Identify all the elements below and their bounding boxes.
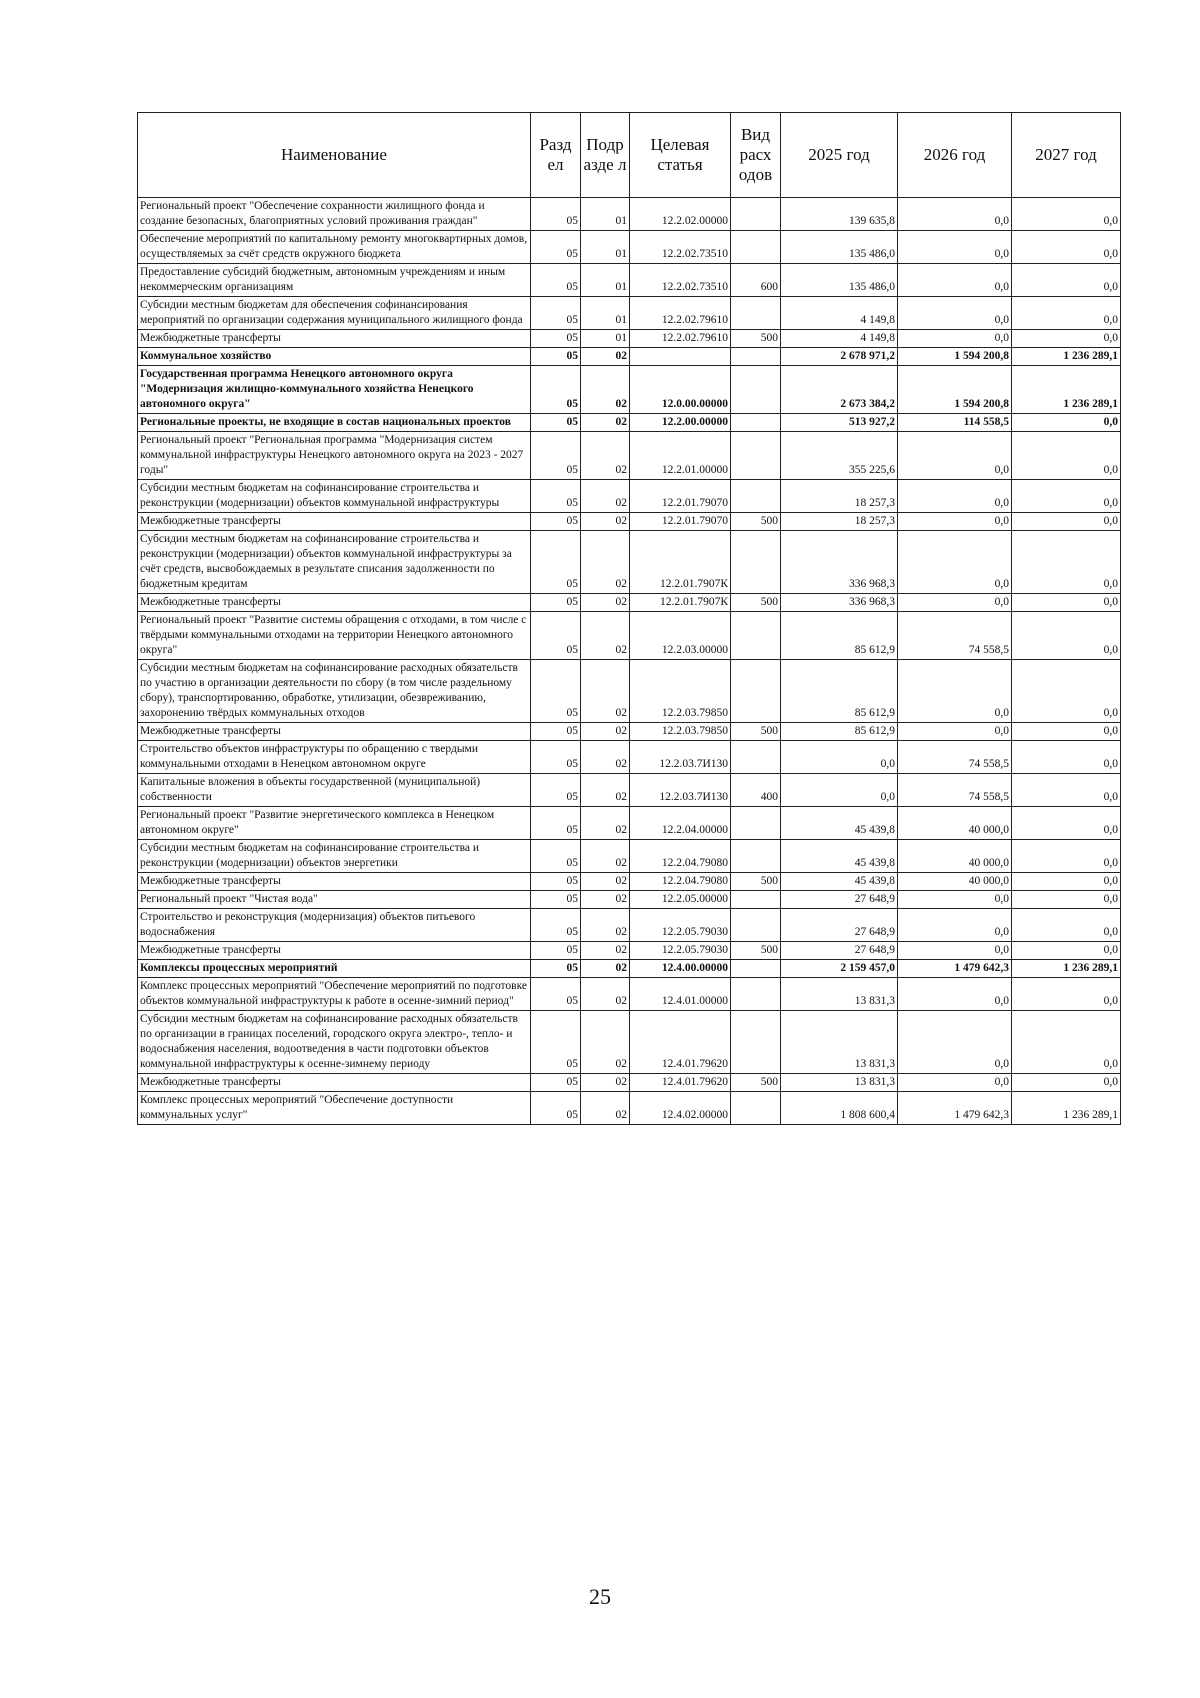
- cell-razdel: 05: [531, 531, 581, 594]
- table-row: [138, 660, 1121, 723]
- cell-podrazdel: 02: [581, 612, 630, 660]
- table-row: [138, 741, 1121, 774]
- cell-podrazdel: 02: [581, 531, 630, 594]
- cell-2025: 135 486,0: [781, 264, 898, 297]
- cell-2027: 0,0: [1012, 264, 1121, 297]
- table-row: [138, 774, 1121, 807]
- cell-razdel: 05: [531, 594, 581, 612]
- cell-target: 12.2.03.79850: [630, 723, 731, 741]
- cell-vid: 500: [731, 873, 781, 891]
- cell-2026: 40 000,0: [898, 840, 1012, 873]
- cell-podrazdel: 02: [581, 723, 630, 741]
- table-row: [138, 909, 1121, 942]
- cell-2026: 0,0: [898, 513, 1012, 531]
- cell-vid: [731, 480, 781, 513]
- cell-podrazdel: 02: [581, 909, 630, 942]
- cell-target: 12.2.01.00000: [630, 432, 731, 480]
- cell-name: Межбюджетные трансферты: [138, 513, 531, 531]
- cell-podrazdel: 02: [581, 978, 630, 1011]
- cell-vid: [731, 891, 781, 909]
- table-row: [138, 198, 1121, 231]
- cell-2026: 40 000,0: [898, 873, 1012, 891]
- cell-target: 12.2.02.73510: [630, 231, 731, 264]
- cell-podrazdel: 02: [581, 480, 630, 513]
- cell-target: 12.2.02.00000: [630, 198, 731, 231]
- cell-razdel: 05: [531, 960, 581, 978]
- cell-name: Межбюджетные трансферты: [138, 1074, 531, 1092]
- cell-razdel: 05: [531, 978, 581, 1011]
- cell-2026: 74 558,5: [898, 612, 1012, 660]
- cell-2026: 0,0: [898, 942, 1012, 960]
- cell-razdel: 05: [531, 513, 581, 531]
- cell-2026: 114 558,5: [898, 414, 1012, 432]
- table-row: [138, 840, 1121, 873]
- cell-2027: 0,0: [1012, 531, 1121, 594]
- cell-vid: [731, 231, 781, 264]
- cell-name: Коммунальное хозяйство: [138, 348, 531, 366]
- cell-vid: [731, 612, 781, 660]
- cell-2026: 0,0: [898, 1074, 1012, 1092]
- cell-target: 12.2.04.79080: [630, 840, 731, 873]
- cell-vid: [731, 1011, 781, 1074]
- cell-2025: 513 927,2: [781, 414, 898, 432]
- cell-vid: [731, 348, 781, 366]
- cell-podrazdel: 01: [581, 297, 630, 330]
- cell-2025: 355 225,6: [781, 432, 898, 480]
- table-row: [138, 723, 1121, 741]
- cell-razdel: 05: [531, 366, 581, 414]
- cell-vid: [731, 741, 781, 774]
- header-vid: Вид расх одов: [731, 113, 781, 198]
- header-row: [138, 113, 1121, 198]
- cell-podrazdel: 02: [581, 366, 630, 414]
- cell-2025: 85 612,9: [781, 723, 898, 741]
- cell-name: Субсидии местным бюджетам на софинансирование расходных обязательств по участию в организации деятельности по сбору (в том числе раздельному сбору), транспортированию, обработке, утилизации, обезвреживанию, захоронению твёрдых коммунальных отходов: [138, 660, 531, 723]
- cell-2026: 1 594 200,8: [898, 348, 1012, 366]
- cell-name: Субсидии местным бюджетам на софинансирование расходных обязательств по организации в границах поселений, городского округа электро-, тепло- и водоснабжения населения, водоотведения в части подготовки объектов коммунальной инфраструктуры к осенне-зимнему периоду: [138, 1011, 531, 1074]
- cell-name: Строительство объектов инфраструктуры по обращению с твердыми коммунальными отходами в Ненецком автономном округе: [138, 741, 531, 774]
- cell-2025: 1 808 600,4: [781, 1092, 898, 1125]
- cell-2025: 18 257,3: [781, 480, 898, 513]
- cell-name: Субсидии местным бюджетам для обеспечения софинансирования мероприятий по организации содержания муниципального жилищного фонда: [138, 297, 531, 330]
- cell-2025: 13 831,3: [781, 978, 898, 1011]
- cell-target: 12.2.02.79610: [630, 297, 731, 330]
- cell-target: 12.2.03.7И130: [630, 774, 731, 807]
- cell-podrazdel: 01: [581, 330, 630, 348]
- cell-2025: 0,0: [781, 741, 898, 774]
- header-2027: 2027 год: [1012, 113, 1121, 198]
- cell-2025: 139 635,8: [781, 198, 898, 231]
- cell-name: Межбюджетные трансферты: [138, 330, 531, 348]
- cell-name: Предоставление субсидий бюджетным, автономным учреждениям и иным некоммерческим организациям: [138, 264, 531, 297]
- cell-podrazdel: 02: [581, 840, 630, 873]
- cell-name: Региональный проект "Развитие энергетического комплекса в Ненецком автономном округе": [138, 807, 531, 840]
- cell-vid: [731, 840, 781, 873]
- cell-razdel: 05: [531, 873, 581, 891]
- cell-razdel: 05: [531, 231, 581, 264]
- cell-2025: 4 149,8: [781, 330, 898, 348]
- cell-name: Межбюджетные трансферты: [138, 942, 531, 960]
- header-target: Целевая статья: [630, 113, 731, 198]
- cell-target: [630, 348, 731, 366]
- cell-2026: 0,0: [898, 297, 1012, 330]
- cell-2027: 0,0: [1012, 1074, 1121, 1092]
- cell-2026: 0,0: [898, 432, 1012, 480]
- cell-2027: 1 236 289,1: [1012, 366, 1121, 414]
- cell-2027: 0,0: [1012, 978, 1121, 1011]
- cell-target: 12.4.01.79620: [630, 1074, 731, 1092]
- cell-name: Строительство и реконструкция (модернизация) объектов питьевого водоснабжения: [138, 909, 531, 942]
- cell-2026: 0,0: [898, 231, 1012, 264]
- cell-2026: 0,0: [898, 198, 1012, 231]
- cell-podrazdel: 02: [581, 348, 630, 366]
- cell-podrazdel: 02: [581, 807, 630, 840]
- cell-target: 12.2.05.00000: [630, 891, 731, 909]
- cell-podrazdel: 02: [581, 1092, 630, 1125]
- cell-2027: 0,0: [1012, 942, 1121, 960]
- cell-2027: 0,0: [1012, 432, 1121, 480]
- cell-2027: 0,0: [1012, 1011, 1121, 1074]
- cell-name: Субсидии местным бюджетам на софинансирование строительства и реконструкции (модернизации) объектов коммунальной инфраструктуры: [138, 480, 531, 513]
- cell-2027: 0,0: [1012, 909, 1121, 942]
- cell-vid: 500: [731, 594, 781, 612]
- table-row: [138, 1011, 1121, 1074]
- cell-name: Региональный проект "Региональная программа "Модернизация систем коммунальной инфраструктуры Ненецкого автономного округа на 2023 - 2027 годы": [138, 432, 531, 480]
- cell-podrazdel: 02: [581, 942, 630, 960]
- cell-name: Обеспечение мероприятий по капитальному ремонту многоквартирных домов, осуществляемых за счёт средств окружного бюджета: [138, 231, 531, 264]
- cell-target: 12.0.00.00000: [630, 366, 731, 414]
- cell-2026: 74 558,5: [898, 741, 1012, 774]
- header-2026: 2026 год: [898, 113, 1012, 198]
- cell-2026: 40 000,0: [898, 807, 1012, 840]
- cell-target: 12.2.03.00000: [630, 612, 731, 660]
- cell-name: Межбюджетные трансферты: [138, 873, 531, 891]
- cell-2025: 2 159 457,0: [781, 960, 898, 978]
- cell-2027: 1 236 289,1: [1012, 960, 1121, 978]
- cell-2027: 0,0: [1012, 480, 1121, 513]
- table-row: [138, 891, 1121, 909]
- cell-name: Комплекс процессных мероприятий "Обеспечение доступности коммунальных услуг": [138, 1092, 531, 1125]
- cell-2027: 0,0: [1012, 594, 1121, 612]
- cell-2026: 0,0: [898, 1011, 1012, 1074]
- cell-vid: 500: [731, 513, 781, 531]
- cell-2025: 135 486,0: [781, 231, 898, 264]
- cell-razdel: 05: [531, 942, 581, 960]
- cell-target: 12.2.05.79030: [630, 909, 731, 942]
- cell-target: 12.2.05.79030: [630, 942, 731, 960]
- cell-name: Межбюджетные трансферты: [138, 594, 531, 612]
- cell-vid: [731, 660, 781, 723]
- cell-2026: 1 594 200,8: [898, 366, 1012, 414]
- cell-2025: 85 612,9: [781, 612, 898, 660]
- table-body: [138, 198, 1121, 1125]
- cell-2026: 0,0: [898, 978, 1012, 1011]
- cell-target: 12.2.04.79080: [630, 873, 731, 891]
- cell-name: Комплекс процессных мероприятий "Обеспечение мероприятий по подготовке объектов коммунальной инфраструктуры к работе в осенне-зимний период": [138, 978, 531, 1011]
- table-row: [138, 330, 1121, 348]
- cell-target: 12.2.02.79610: [630, 330, 731, 348]
- cell-razdel: 05: [531, 807, 581, 840]
- header-name: Наименование: [138, 113, 531, 198]
- cell-2026: 0,0: [898, 891, 1012, 909]
- cell-2025: 336 968,3: [781, 594, 898, 612]
- cell-2026: 0,0: [898, 909, 1012, 942]
- cell-2025: 85 612,9: [781, 660, 898, 723]
- table-row: [138, 297, 1121, 330]
- cell-name: Региональный проект "Развитие системы обращения с отходами, в том числе с твёрдыми коммунальными отходами на территории Ненецкого автономного округа": [138, 612, 531, 660]
- cell-podrazdel: 01: [581, 231, 630, 264]
- cell-vid: [731, 297, 781, 330]
- table-row: [138, 414, 1121, 432]
- cell-razdel: 05: [531, 723, 581, 741]
- header-razdel: Разд ел: [531, 113, 581, 198]
- cell-2027: 0,0: [1012, 297, 1121, 330]
- cell-razdel: 05: [531, 741, 581, 774]
- table-row: [138, 942, 1121, 960]
- cell-vid: [731, 531, 781, 594]
- cell-name: Субсидии местным бюджетам на софинансирование строительства и реконструкции (модернизации) объектов энергетики: [138, 840, 531, 873]
- cell-vid: [731, 909, 781, 942]
- cell-target: 12.2.01.79070: [630, 513, 731, 531]
- cell-name: Региональный проект "Чистая вода": [138, 891, 531, 909]
- cell-2027: 0,0: [1012, 723, 1121, 741]
- table-row: [138, 594, 1121, 612]
- cell-2026: 0,0: [898, 531, 1012, 594]
- cell-2025: 0,0: [781, 774, 898, 807]
- cell-2027: 0,0: [1012, 774, 1121, 807]
- cell-2027: 1 236 289,1: [1012, 348, 1121, 366]
- cell-razdel: 05: [531, 660, 581, 723]
- cell-razdel: 05: [531, 612, 581, 660]
- cell-2026: 0,0: [898, 660, 1012, 723]
- table-row: [138, 432, 1121, 480]
- cell-2025: 45 439,8: [781, 840, 898, 873]
- cell-vid: [731, 978, 781, 1011]
- table-row: [138, 231, 1121, 264]
- cell-razdel: 05: [531, 909, 581, 942]
- cell-2025: 4 149,8: [781, 297, 898, 330]
- table-row: [138, 513, 1121, 531]
- cell-2027: 0,0: [1012, 741, 1121, 774]
- cell-target: 12.2.01.7907К: [630, 594, 731, 612]
- table-row: [138, 873, 1121, 891]
- table-row: [138, 960, 1121, 978]
- header-2025: 2025 год: [781, 113, 898, 198]
- cell-2025: 13 831,3: [781, 1074, 898, 1092]
- cell-target: 12.2.04.00000: [630, 807, 731, 840]
- cell-2025: 45 439,8: [781, 873, 898, 891]
- cell-target: 12.4.01.79620: [630, 1011, 731, 1074]
- cell-2027: 0,0: [1012, 807, 1121, 840]
- budget-table: [137, 112, 1121, 1125]
- table-row: [138, 1074, 1121, 1092]
- cell-razdel: 05: [531, 1074, 581, 1092]
- cell-podrazdel: 02: [581, 774, 630, 807]
- cell-vid: [731, 807, 781, 840]
- cell-2026: 1 479 642,3: [898, 960, 1012, 978]
- cell-vid: [731, 432, 781, 480]
- cell-razdel: 05: [531, 891, 581, 909]
- cell-2027: 0,0: [1012, 414, 1121, 432]
- table-row: [138, 348, 1121, 366]
- cell-vid: [731, 366, 781, 414]
- cell-podrazdel: 01: [581, 264, 630, 297]
- cell-2025: 2 673 384,2: [781, 366, 898, 414]
- cell-vid: 500: [731, 723, 781, 741]
- cell-target: 12.4.01.00000: [630, 978, 731, 1011]
- cell-name: Региональные проекты, не входящие в состав национальных проектов: [138, 414, 531, 432]
- cell-2027: 1 236 289,1: [1012, 1092, 1121, 1125]
- cell-2025: 27 648,9: [781, 942, 898, 960]
- cell-2025: 27 648,9: [781, 891, 898, 909]
- cell-target: 12.2.01.79070: [630, 480, 731, 513]
- cell-2026: 0,0: [898, 264, 1012, 297]
- table-row: [138, 978, 1121, 1011]
- table-row: [138, 366, 1121, 414]
- cell-razdel: 05: [531, 198, 581, 231]
- cell-2027: 0,0: [1012, 660, 1121, 723]
- cell-2026: 0,0: [898, 330, 1012, 348]
- cell-podrazdel: 02: [581, 891, 630, 909]
- cell-podrazdel: 02: [581, 741, 630, 774]
- cell-2026: 74 558,5: [898, 774, 1012, 807]
- cell-target: 12.4.00.00000: [630, 960, 731, 978]
- cell-razdel: 05: [531, 414, 581, 432]
- cell-razdel: 05: [531, 480, 581, 513]
- table-row: [138, 807, 1121, 840]
- cell-podrazdel: 02: [581, 660, 630, 723]
- cell-vid: 600: [731, 264, 781, 297]
- cell-2027: 0,0: [1012, 513, 1121, 531]
- cell-2027: 0,0: [1012, 840, 1121, 873]
- cell-2026: 0,0: [898, 480, 1012, 513]
- table-row: [138, 612, 1121, 660]
- cell-2027: 0,0: [1012, 231, 1121, 264]
- cell-2027: 0,0: [1012, 612, 1121, 660]
- cell-vid: 500: [731, 1074, 781, 1092]
- cell-vid: 500: [731, 942, 781, 960]
- cell-razdel: 05: [531, 264, 581, 297]
- header-podrazdel: Подр азде л: [581, 113, 630, 198]
- cell-2027: 0,0: [1012, 873, 1121, 891]
- cell-2027: 0,0: [1012, 198, 1121, 231]
- cell-razdel: 05: [531, 330, 581, 348]
- cell-target: 12.4.02.00000: [630, 1092, 731, 1125]
- cell-name: Государственная программа Ненецкого автономного округа "Модернизация жилищно-коммунального хозяйства Ненецкого автономного округа": [138, 366, 531, 414]
- cell-name: Комплексы процессных мероприятий: [138, 960, 531, 978]
- cell-podrazdel: 02: [581, 432, 630, 480]
- cell-2025: 27 648,9: [781, 909, 898, 942]
- cell-razdel: 05: [531, 774, 581, 807]
- cell-2025: 13 831,3: [781, 1011, 898, 1074]
- table-row: [138, 264, 1121, 297]
- cell-2025: 45 439,8: [781, 807, 898, 840]
- cell-2025: 336 968,3: [781, 531, 898, 594]
- cell-2026: 1 479 642,3: [898, 1092, 1012, 1125]
- cell-podrazdel: 02: [581, 594, 630, 612]
- cell-razdel: 05: [531, 840, 581, 873]
- cell-razdel: 05: [531, 297, 581, 330]
- cell-target: 12.2.02.73510: [630, 264, 731, 297]
- cell-podrazdel: 01: [581, 198, 630, 231]
- cell-target: 12.2.00.00000: [630, 414, 731, 432]
- cell-podrazdel: 02: [581, 1011, 630, 1074]
- cell-name: Субсидии местным бюджетам на софинансирование строительства и реконструкции (модернизации) объектов коммунальной инфраструктуры за счёт средств, высвобождаемых в результате списания задолженности по бюджетным кредитам: [138, 531, 531, 594]
- cell-podrazdel: 02: [581, 513, 630, 531]
- cell-vid: [731, 960, 781, 978]
- table-row: [138, 480, 1121, 513]
- cell-vid: [731, 414, 781, 432]
- cell-name: Региональный проект "Обеспечение сохранности жилищного фонда и создание безопасных, благоприятных условий проживания граждан": [138, 198, 531, 231]
- cell-2025: 2 678 971,2: [781, 348, 898, 366]
- cell-2027: 0,0: [1012, 330, 1121, 348]
- cell-razdel: 05: [531, 1092, 581, 1125]
- cell-razdel: 05: [531, 348, 581, 366]
- cell-2026: 0,0: [898, 723, 1012, 741]
- cell-name: Межбюджетные трансферты: [138, 723, 531, 741]
- cell-name: Капитальные вложения в объекты государственной (муниципальной) собственности: [138, 774, 531, 807]
- table-row: [138, 531, 1121, 594]
- cell-razdel: 05: [531, 1011, 581, 1074]
- cell-vid: [731, 198, 781, 231]
- cell-vid: 500: [731, 330, 781, 348]
- cell-podrazdel: 02: [581, 960, 630, 978]
- cell-vid: 400: [731, 774, 781, 807]
- cell-target: 12.2.01.7907К: [630, 531, 731, 594]
- page-number: 25: [589, 1584, 611, 1609]
- cell-podrazdel: 02: [581, 1074, 630, 1092]
- cell-target: 12.2.03.79850: [630, 660, 731, 723]
- cell-podrazdel: 02: [581, 873, 630, 891]
- cell-2027: 0,0: [1012, 891, 1121, 909]
- cell-razdel: 05: [531, 432, 581, 480]
- table-row: [138, 1092, 1121, 1125]
- cell-2026: 0,0: [898, 594, 1012, 612]
- cell-target: 12.2.03.7И130: [630, 741, 731, 774]
- cell-podrazdel: 02: [581, 414, 630, 432]
- cell-2025: 18 257,3: [781, 513, 898, 531]
- cell-vid: [731, 1092, 781, 1125]
